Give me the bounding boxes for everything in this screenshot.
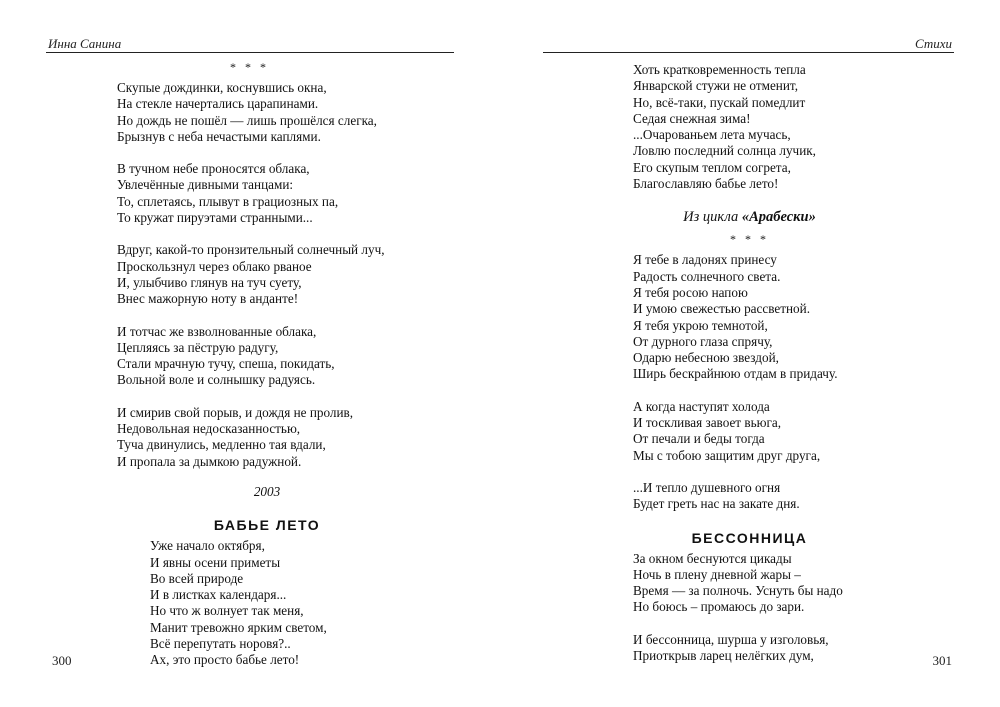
- running-head-section: Стихи: [914, 36, 952, 51]
- verse-line: Ловлю последний солнца лучик,: [633, 143, 816, 159]
- verse-line: ...И тепло душевного огня: [633, 479, 781, 495]
- verse-line: Во всей природе: [150, 570, 244, 586]
- stanza: [633, 399, 953, 464]
- stanza: [117, 405, 457, 470]
- poem-title-bessonnitsa: БЕССОННИЦА: [691, 529, 808, 546]
- verse-line: И в листках календаря...: [150, 587, 287, 603]
- verse-line: Ширь бескрайнюю отдам в придачу.: [633, 366, 838, 382]
- page-number: 301: [932, 653, 952, 668]
- verse-line: Его скупым теплом согрета,: [633, 159, 791, 175]
- verse-line: Но что ж волнует так меня,: [150, 603, 304, 619]
- verse-line: Проскользнул через облако рваное: [117, 258, 312, 274]
- header-rule: [46, 52, 454, 53]
- verse-line: То, сплетаясь, плывут в грациозных па,: [117, 193, 339, 209]
- verse-line: Уже начало октября,: [150, 538, 265, 554]
- verse-line: ...Очарованьем лета мучась,: [633, 127, 791, 143]
- verse-line: Увлечённые дивными танцами:: [117, 177, 294, 193]
- verse-line: И явны осени приметы: [150, 554, 281, 570]
- verse-line: Но, всё-таки, пускай помедлит: [633, 94, 806, 110]
- cycle-prefix: Из цикла: [683, 209, 739, 226]
- verse-line: В тучном небе проносятся облака,: [117, 161, 310, 177]
- verse-line: И, улыбчиво глянув на туч суету,: [117, 274, 302, 290]
- verse-line: Но боюсь – промаюсь до зари.: [633, 599, 805, 615]
- verse-line: Ах, это просто бабье лето!: [150, 652, 300, 668]
- verse-line: Всё перепутать норовя?..: [150, 636, 291, 652]
- verse-line: Приоткрыв ларец нелёгких дум,: [633, 648, 814, 664]
- running-head-author: Инна Санина: [48, 36, 122, 51]
- right-page: [500, 0, 1000, 707]
- stanza: [117, 80, 457, 145]
- stanza: [633, 252, 953, 382]
- header-rule: [543, 52, 954, 53]
- verse-line: И тотчас же взволнованные облака,: [117, 323, 317, 339]
- verse-line: Радость солнечного света.: [633, 268, 781, 284]
- verse-line: Скупые дождинки, коснувшись окна,: [117, 80, 327, 95]
- verse-line: Седая снежная зима!: [633, 110, 751, 126]
- verse-line: Будет греть нас на закате дня.: [633, 496, 800, 512]
- poem-title-babye-leto: БАБЬЕ ЛЕТО: [213, 517, 321, 534]
- poem-babye-leto-start: [117, 538, 457, 668]
- verse-line: Внес мажорную ноту в анданте!: [117, 291, 299, 307]
- verse-line: Недовольная недосказанностью,: [117, 421, 301, 437]
- verse-line: Я тебя росою напою: [633, 284, 748, 300]
- verse-line: Я тебе в ладонях принесу: [633, 252, 777, 268]
- verse-line: За окном беснуются цикады: [633, 550, 792, 566]
- verse-line: Цепляясь за пёструю радугу,: [117, 339, 279, 355]
- verse-line: И пропала за дымкою радужной.: [117, 453, 302, 469]
- verse-line: Брызнув с неба нечастыми каплями.: [117, 128, 321, 144]
- verse-line: И бессонница, шурша у изголовья,: [633, 631, 829, 647]
- poem-bessonnitsa: [633, 551, 953, 665]
- poem-year: 2003: [253, 483, 281, 499]
- right-column: [633, 62, 953, 680]
- poem-separator-stars: * * *: [230, 60, 269, 74]
- verse-line: Я тебя укрою темнотой,: [633, 317, 768, 333]
- cycle-heading: [633, 208, 866, 226]
- stanza: [633, 632, 953, 665]
- stanza: [117, 242, 457, 307]
- verse-line: И тоскливая завоет вьюга,: [633, 415, 782, 431]
- verse-line: Ночь в плену дневной жары –: [633, 566, 801, 582]
- verse-line: Туча двинулись, медленно тая вдали,: [117, 437, 326, 453]
- verse-line: От печали и беды тогда: [633, 431, 765, 447]
- verse-line: На стекле начертались царапинами.: [117, 96, 319, 112]
- verse-line: А когда наступят холода: [633, 398, 770, 414]
- verse-line: От дурного глаза спрячу,: [633, 333, 773, 349]
- stanza: [633, 551, 953, 616]
- poem-skupye-dozhdinki: [117, 80, 457, 500]
- verse-line: Мы с тобою защитим друг друга,: [633, 447, 821, 463]
- stanza: [633, 480, 953, 513]
- verse-line: Но дождь не пошёл — лишь прошёлся слегка,: [117, 112, 377, 128]
- verse-line: Стали мрачную тучу, спеша, покидать,: [117, 356, 335, 372]
- verse-line: Время — за полночь. Уснуть бы надо: [633, 583, 843, 599]
- poem-separator-stars: * * *: [730, 232, 769, 247]
- verse-line: То кружат пируэтами странными...: [117, 210, 313, 226]
- page-number: 300: [52, 653, 72, 668]
- verse-line: Благославляю бабье лето!: [633, 176, 779, 192]
- verse-line: Январской стужи не отменит,: [633, 78, 798, 94]
- verse-line: И умою свежестью рассветной.: [633, 301, 811, 317]
- verse-line: Вдруг, какой-то пронзительный солнечный луч,: [117, 242, 385, 258]
- verse-line: И смирив свой порыв, и дождя не пролив,: [117, 404, 354, 420]
- verse-line: Манит тревожно ярким светом,: [150, 619, 327, 635]
- cycle-name: «Арабески»: [741, 209, 816, 226]
- left-column: [117, 60, 457, 685]
- verse-line: Хоть кратковременность тепла: [633, 62, 806, 77]
- verse-line: Одарю небесною звездой,: [633, 350, 779, 366]
- poem-ya-tebe: [633, 252, 953, 512]
- stanza: [117, 324, 457, 389]
- stanza: [117, 161, 457, 226]
- poem-babye-leto-continued: [633, 62, 953, 192]
- verse-line: Вольной воле и солнышку радуясь.: [117, 372, 316, 388]
